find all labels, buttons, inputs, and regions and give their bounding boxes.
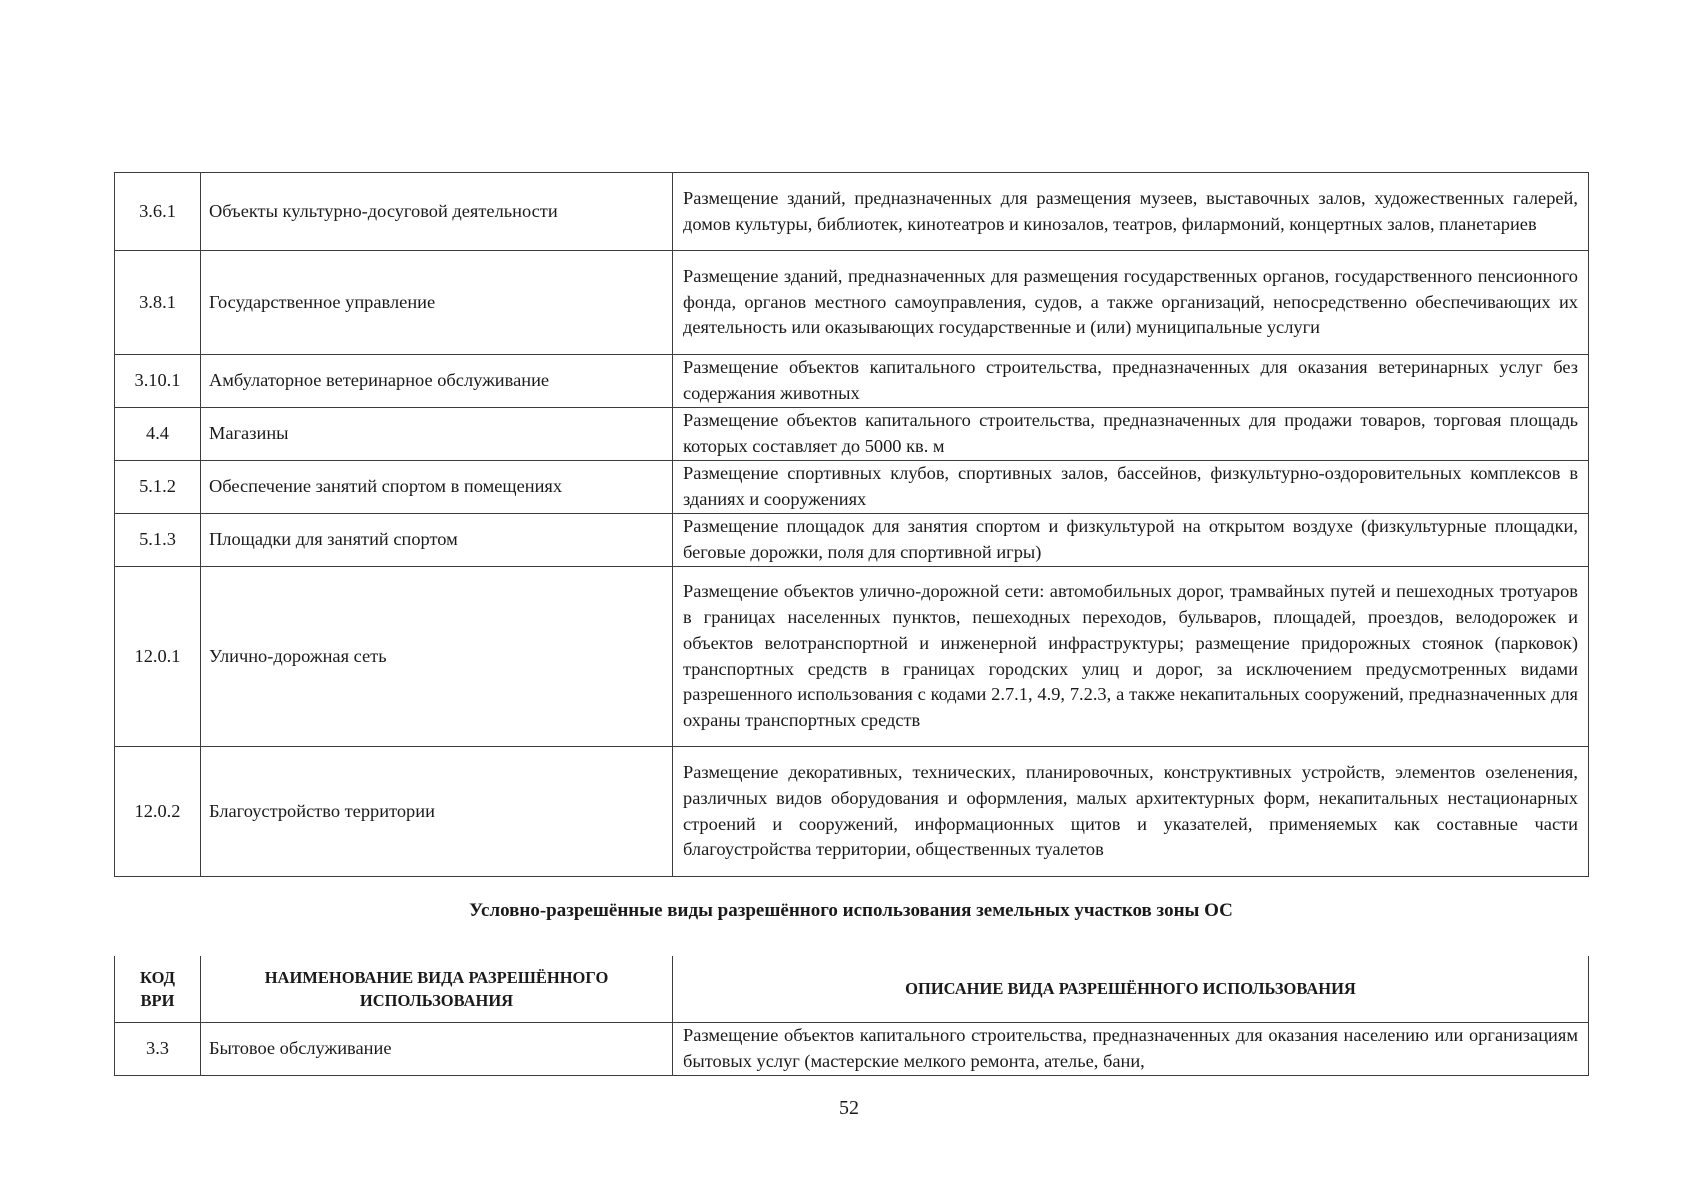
table-row bbox=[115, 355, 1589, 408]
table-row bbox=[115, 514, 1589, 567]
page-number: 52 bbox=[839, 1097, 859, 1119]
use-name: Улично-дорожная сеть bbox=[201, 567, 673, 747]
table-row bbox=[115, 408, 1589, 461]
use-description: Размещение декоративных, технических, планировочных, конструктивных устройств, элементов озеленения, различных видов оборудования и оформления, малых архитектурных форм, некапитальных нестационарных строений и сооружений, информационных щитов и указателей, применяемых как составные части благоустройства территории, общественных туалетов bbox=[673, 747, 1589, 877]
use-description: Размещение объектов капитального строительства, предназначенных для оказания ветеринарных услуг без содержания животных bbox=[673, 355, 1589, 408]
use-name: Бытовое обслуживание bbox=[201, 1022, 673, 1075]
use-description: Размещение объектов улично-дорожной сети: автомобильных дорог, трамвайных путей и пешеходных тротуаров в границах населенных пунктов, пешеходных переходов, бульваров, площадей, проездов, велодорожек и объектов велотранспортной и инженерной инфраструктуры; размещение придорожных стоянок (парковок) транспортных средств в границах городских улиц и дорог, за исключением предусмотренных видами разрешенного использования с кодами 2.7.1, 4.9, 7.2.3, а также некапитальных сооружений, предназначенных для охраны транспортных средств bbox=[673, 567, 1589, 747]
table-row bbox=[115, 1022, 1589, 1075]
use-code: 3.10.1 bbox=[115, 355, 201, 408]
header-code: КОД ВРИ bbox=[115, 956, 201, 1022]
use-description: Размещение зданий, предназначенных для размещения музеев, выставочных залов, художественных галерей, домов культуры, библиотек, кинотеатров и кинозалов, театров, филармоний, концертных залов, планетариев bbox=[673, 173, 1589, 251]
use-name: Благоустройство территории bbox=[201, 747, 673, 877]
use-description: Размещение зданий, предназначенных для размещения государственных органов, государственного пенсионного фонда, органов местного самоуправления, судов, а также организаций, непосредственно обеспечивающих их деятельность или оказывающих государственные и (или) муниципальные услуги bbox=[673, 251, 1589, 355]
use-name: Площадки для занятий спортом bbox=[201, 514, 673, 567]
use-name: Магазины bbox=[201, 408, 673, 461]
use-description: Размещение объектов капитального строительства, предназначенных для продажи товаров, торговая площадь которых составляет до 5000 кв. м bbox=[673, 408, 1589, 461]
use-code: 5.1.2 bbox=[115, 461, 201, 514]
table-row bbox=[115, 251, 1589, 355]
conditional-uses-table bbox=[114, 956, 1589, 1076]
use-name: Амбулаторное ветеринарное обслуживание bbox=[201, 355, 673, 408]
header-name: НАИМЕНОВАНИЕ ВИДА РАЗРЕШЁННОГО ИСПОЛЬЗОВАНИЯ bbox=[201, 956, 673, 1022]
use-code: 5.1.3 bbox=[115, 514, 201, 567]
table-row bbox=[115, 461, 1589, 514]
use-name: Государственное управление bbox=[201, 251, 673, 355]
use-name: Объекты культурно-досуговой деятельности bbox=[201, 173, 673, 251]
use-code: 4.4 bbox=[115, 408, 201, 461]
use-code: 12.0.2 bbox=[115, 747, 201, 877]
section-title: Условно-разрешённые виды разрешённого использования земельных участков зоны ОС bbox=[469, 900, 1233, 921]
table-row bbox=[115, 173, 1589, 251]
table-header-row bbox=[115, 956, 1589, 1022]
table-row bbox=[115, 747, 1589, 877]
table-row bbox=[115, 567, 1589, 747]
use-code: 3.6.1 bbox=[115, 173, 201, 251]
use-code: 3.3 bbox=[115, 1022, 201, 1075]
use-code: 3.8.1 bbox=[115, 251, 201, 355]
use-description: Размещение спортивных клубов, спортивных залов, бассейнов, физкультурно-оздоровительных комплексов в зданиях и сооружениях bbox=[673, 461, 1589, 514]
permitted-uses-table bbox=[114, 172, 1589, 877]
use-description: Размещение объектов капитального строительства, предназначенных для оказания населению или организациям бытовых услуг (мастерские мелкого ремонта, ателье, бани, bbox=[673, 1022, 1589, 1075]
use-name: Обеспечение занятий спортом в помещениях bbox=[201, 461, 673, 514]
use-description: Размещение площадок для занятия спортом и физкультурой на открытом воздухе (физкультурные площадки, беговые дорожки, поля для спортивной игры) bbox=[673, 514, 1589, 567]
header-description: ОПИСАНИЕ ВИДА РАЗРЕШЁННОГО ИСПОЛЬЗОВАНИЯ bbox=[673, 956, 1589, 1022]
use-code: 12.0.1 bbox=[115, 567, 201, 747]
